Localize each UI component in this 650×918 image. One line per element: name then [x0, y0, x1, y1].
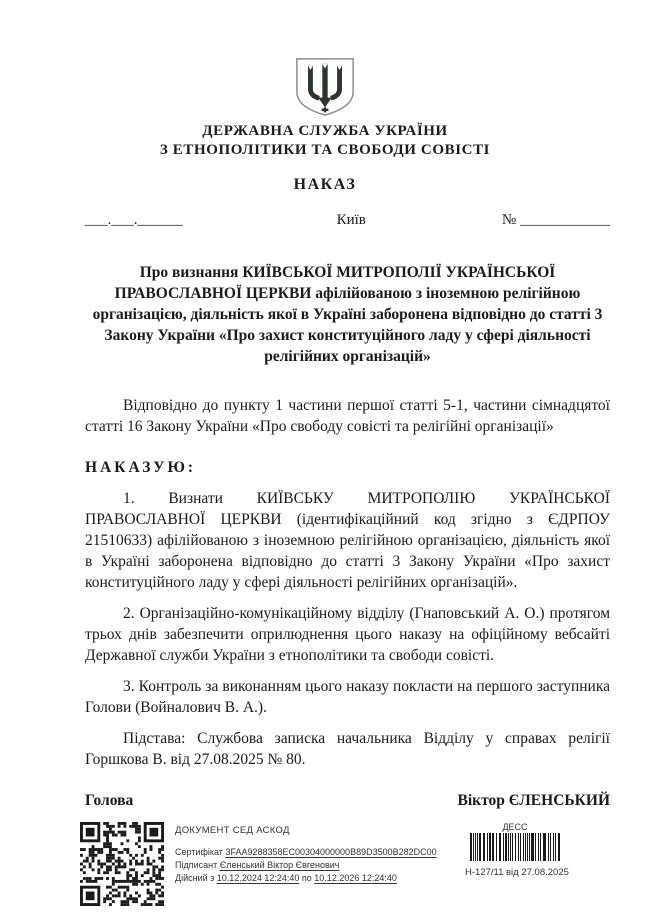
order-item-3: 3. Контроль за виконанням цього наказу покласти на першого заступника Голови (Войналович В. А.). — [85, 678, 610, 716]
date-blank-field: ___.___.______ — [85, 212, 183, 228]
order-item-1: 1. Визнати КИЇВСЬКУ МИТРОПОЛІЮ УКРАЇНСЬКОЇ ПРАВОСЛАВНОЇ ЦЕРКВИ (ідентифікаційний код згідно з ЄДРПОУ 21510633) афілійованою з іноземною релігійною організацією, діяльність якої в Україні заборонена відповідно до статті 3 Закону України «Про захист конституційного ладу у сфері діяльності релігійних організацій». — [85, 490, 610, 591]
registration-barcode-block — [465, 822, 569, 878]
order-word: НАКАЗУЮ: — [85, 459, 197, 476]
agency-name — [0, 122, 650, 160]
certificate-line — [175, 846, 437, 859]
signer-line — [175, 859, 437, 872]
digital-signature-stamp — [80, 820, 580, 915]
signature-row — [85, 790, 610, 811]
signer-name: Віктор ЄЛЕНСЬКИЙ — [457, 792, 610, 809]
basis-paragraph: Підстава: Службова записка начальника Відділу у справах релігії Горшкова В. від 27.08.2025 № 80. — [85, 730, 610, 768]
signer-position: Голова — [85, 792, 134, 809]
agency-name-line1: ДЕРЖАВНА СЛУЖБА УКРАЇНИ — [202, 123, 448, 139]
ukraine-trident-emblem-icon — [293, 56, 357, 123]
number-blank-field: № ____________ — [501, 212, 610, 228]
sed-system-label: ДОКУМЕНТ СЕД АСКОД — [175, 825, 290, 836]
valid-from-value: 10.12.2024 12:24:40 — [216, 873, 300, 883]
agency-name-line2: З ЕТНОПОЛІТИКИ ТА СВОБОДИ СОВІСТІ — [159, 142, 491, 158]
stamp-signer-label: Підписант — [175, 860, 218, 870]
qr-code-icon — [80, 822, 164, 906]
date-city-number-line — [85, 212, 610, 229]
order-title: Про визнання КИЇВСЬКОЇ МИТРОПОЛІЇ УКРАЇНСЬКОЇ ПРАВОСЛАВНОЇ ЦЕРКВИ афілійованою з іноземною релігійною організацією, діяльність якої в Україні заборонена відповідно до статті 3 Закону України «Про захист конституційного ладу у сфері діяльності релігійних організацій» — [92, 264, 603, 365]
certificate-value: 3FAA9288358EC00304000000B89D3500B282DC00 — [225, 847, 437, 857]
preamble-paragraph: Відповідно до пункту 1 частини першої статті 5-1, частини сімнадцятої статті 16 Закону України «Про свободу совісті та релігійні організації» — [85, 397, 610, 435]
registration-number: Н-127/11 від 27.08.2025 — [465, 867, 569, 878]
certificate-label: Сертифікат — [175, 847, 223, 857]
valid-from-label: Дійсний з — [175, 873, 215, 883]
order-item-2: 2. Організаційно-комунікаційному відділу (Гнаповський А. О.) протягом трьох днів забезпечити оприлюднення цього наказу на офіційному вебсайті Державної служби України з етнополітики та свободи совісті. — [85, 605, 610, 664]
stamp-signer-value: Єленський Віктор Євгенович — [219, 860, 340, 870]
document-body — [85, 262, 610, 811]
barcode-icon — [470, 833, 560, 861]
valid-to-label: по — [301, 873, 312, 883]
valid-to-value: 10.12.2026 12:24:40 — [314, 873, 397, 883]
stamp-text-block — [175, 824, 437, 885]
validity-line — [175, 872, 437, 885]
registry-label: ДЕСС — [502, 822, 528, 832]
document-type-heading: НАКАЗ — [293, 176, 357, 193]
city-label: Київ — [336, 212, 366, 228]
